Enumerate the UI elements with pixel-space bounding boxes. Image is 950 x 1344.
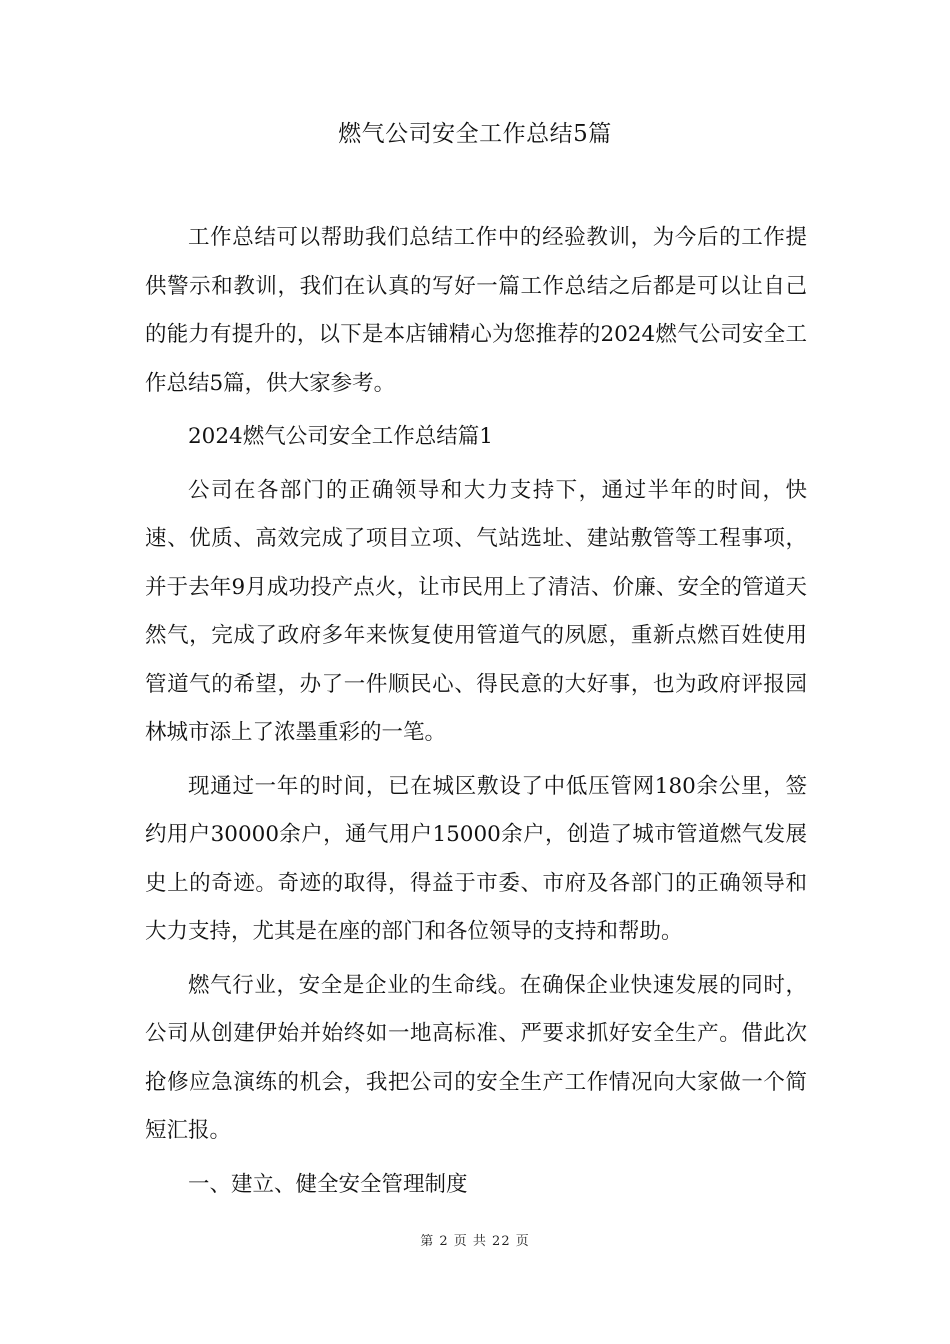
body-paragraph: 公司在各部门的正确领导和大力支持下，通过半年的时间，快速、优质、高效完成了项目立项、气站选址、建站敷管等工程事项，并于去年9月成功投产点火，让市民用上了清洁、价廉、安全的管道天然气，完成了政府多年来恢复使用管道气的夙愿，重新点燃百姓使用管道气的希望，办了一件顺民心、得民意的大好事，也为政府评报园林城市添上了浓墨重彩的一笔。: [145, 477, 807, 745]
page-footer: 第 2 页 共 22 页: [420, 1234, 530, 1249]
body-paragraph: 现通过一年的时间，已在城区敷设了中低压管网180余公里，签约用户30000余户，通气用户15000余户，创造了城市管道燃气发展史上的奇迹。奇迹的取得，得益于市委、市府及各部门的正确领导和大力支持，尤其是在座的部门和各位领导的支持和帮助。: [145, 773, 807, 944]
document-title: 燃气公司安全工作总结5篇: [338, 121, 612, 147]
document-body: [145, 214, 807, 1214]
section-heading: 2024燃气公司安全工作总结篇1: [188, 424, 493, 449]
subsection-heading: 一、建立、健全安全管理制度: [188, 1171, 468, 1197]
intro-paragraph: 工作总结可以帮助我们总结工作中的经验教训，为今后的工作提供警示和教训，我们在认真的写好一篇工作总结之后都是可以让自己的能力有提升的，以下是本店铺精心为您推荐的2024燃气公司安全工作总结5篇，供大家参考。: [145, 225, 807, 396]
body-paragraph: 燃气行业，安全是企业的生命线。在确保企业快速发展的同时，公司从创建伊始并始终如一地高标准、严要求抓好安全生产。借此次抢修应急演练的机会，我把公司的安全生产工作情况向大家做一个简短汇报。: [145, 972, 807, 1143]
